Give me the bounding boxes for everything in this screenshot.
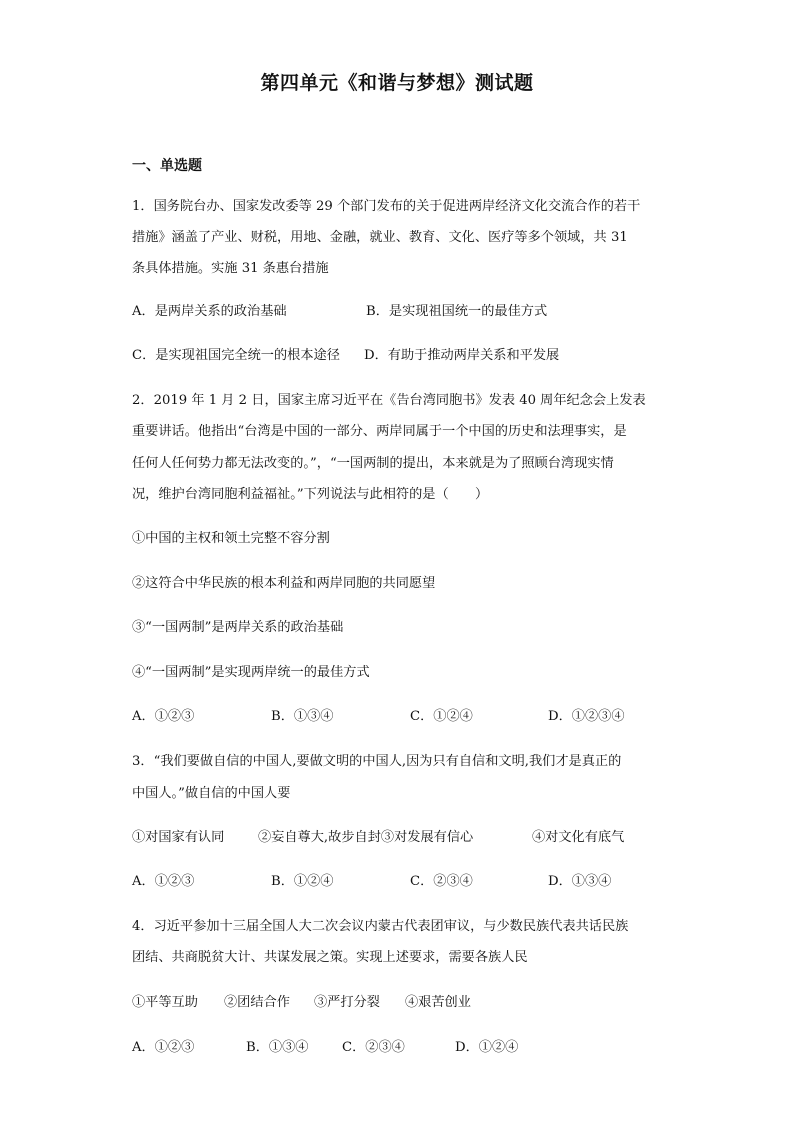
q2-option-b: B．①③④ — [271, 709, 334, 724]
q1-stem-line: 条具体措施。实施 31 条惠台措施 — [132, 261, 329, 276]
q4-statement: ④艰苦创业 — [405, 995, 471, 1010]
q3-option-c: C．②③④ — [410, 874, 473, 889]
q4-stem-line: 4．习近平参加十三届全国人大二次会议内蒙古代表团审议，与少数民族代表共话民族 — [132, 919, 629, 934]
q3-statement: ①对国家有认同 — [132, 830, 225, 845]
q2-stem-line: 2．2019 年 1 月 2 日，国家主席习近平在《告台湾同胞书》发表 40 周年纪念会上发表 — [132, 393, 646, 408]
q2-statement: ④“一国两制”是实现两岸统一的最佳方式 — [132, 665, 370, 680]
q3-option-a: A．①②③ — [132, 874, 195, 889]
q2-stem-line: 任何人任何势力都无法改变的。”，“一国两制的提出，本来就是为了照顾台湾现实情 — [132, 456, 614, 471]
q3-option-b: B．①②④ — [271, 874, 334, 889]
q4-statement: ①平等互助 — [132, 995, 198, 1010]
section-heading: 一、单选题 — [132, 158, 202, 174]
q2-statement: ①中国的主权和领土完整不容分割 — [132, 531, 330, 546]
q3-statement: ④对文化有底气 — [532, 830, 625, 845]
q3-statement: ②妄自尊大,故步自封③对发展有信心 — [258, 830, 474, 845]
q1-stem-line: 措施》涵盖了产业、财税，用地、金融，就业、教育、文化、医疗等多个领域，共 31 — [132, 230, 628, 245]
document-title: 第四单元《和谐与梦想》测试题 — [260, 72, 534, 94]
q2-statement: ③“一国两制”是两岸关系的政治基础 — [132, 620, 344, 635]
q2-option-d: D．①②③④ — [548, 709, 625, 724]
q1-stem-line: 1．国务院台办、国家发改委等 29 个部门发布的关于促进两岸经济文化交流合作的若干 — [132, 199, 641, 214]
q3-stem-line: 中国人。”做自信的中国人要 — [132, 786, 291, 801]
q4-statement: ③严打分裂 — [314, 995, 380, 1010]
q1-option-b: B．是实现祖国统一的最佳方式 — [366, 304, 548, 319]
q4-option-a: A．①②③ — [132, 1040, 195, 1055]
q3-stem-line: 3．“我们要做自信的中国人,要做文明的中国人,因为只有自信和文明,我们才是真正的 — [132, 754, 622, 769]
q4-option-c: C．②③④ — [342, 1040, 405, 1055]
q4-option-d: D．①②④ — [455, 1040, 519, 1055]
q2-option-c: C．①②④ — [410, 709, 473, 724]
q3-option-d: D．①③④ — [548, 874, 612, 889]
q2-option-a: A．①②③ — [132, 709, 195, 724]
q4-statement: ②团结合作 — [224, 995, 290, 1010]
q1-option-c: C．是实现祖国完全统一的根本途径 — [132, 348, 340, 363]
q1-option-a: A．是两岸关系的政治基础 — [132, 304, 287, 319]
q4-option-b: B．①③④ — [246, 1040, 309, 1055]
q2-stem-line: 况，维护台湾同胞利益福祉。”下列说法与此相符的是（ ） — [132, 487, 489, 502]
q2-statement: ②这符合中华民族的根本利益和两岸同胞的共同愿望 — [132, 576, 436, 591]
q2-stem-line: 重要讲话。他指出“台湾是中国的一部分、两岸同属于一个中国的历史和法理事实，是 — [132, 424, 627, 439]
q4-stem-line: 团结、共商脱贫大计、共谋发展之策。实现上述要求，需要各族人民 — [132, 950, 528, 965]
q1-option-d: D．有助于推动两岸关系和平发展 — [364, 348, 560, 363]
